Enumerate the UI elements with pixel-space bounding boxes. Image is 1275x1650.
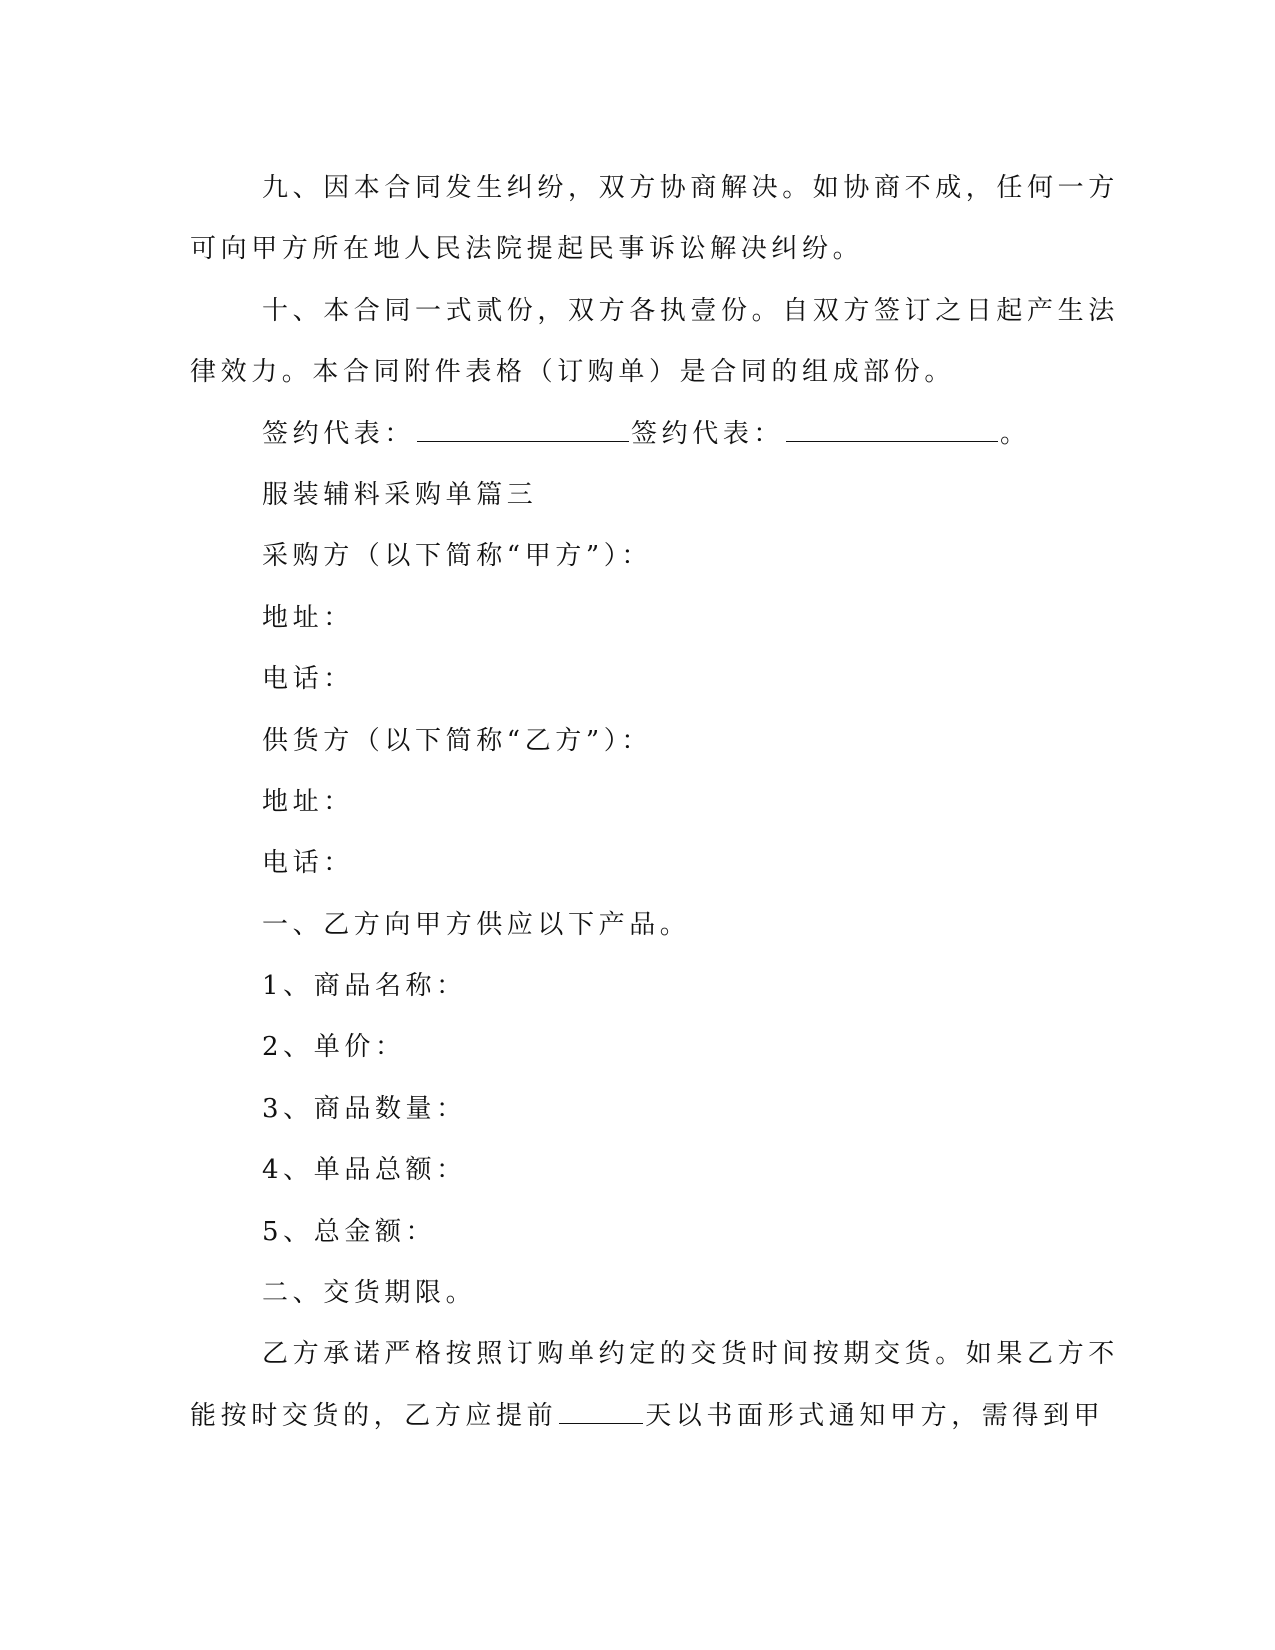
supplier-phone: 电话： <box>262 848 354 879</box>
item-quantity: 3、商品数量： <box>262 1093 467 1124</box>
supplier-address: 地址： <box>262 786 354 817</box>
signature-blank-party-b <box>786 417 998 442</box>
item-grand-total: 5、总金额： <box>262 1216 437 1247</box>
clause-1-title: 一、乙方向甲方供应以下产品。 <box>262 909 691 940</box>
clause-2-title: 二、交货期限。 <box>262 1278 477 1309</box>
signature-blank-party-a <box>417 417 629 442</box>
clause-9-line-1: 九、因本合同发生纠纷，双方协商解决。如协商不成，任何一方 <box>262 173 1119 203</box>
signature-line-end: 。 <box>1000 418 1031 449</box>
item-product-name: 1、商品名称： <box>262 971 467 1002</box>
clause-10-line-1: 十、本合同一式贰份，双方各执壹份。自双方签订之日起产生法 <box>262 295 1119 326</box>
document-body <box>190 158 1119 1447</box>
item-unit-price: 2、单价： <box>262 1032 406 1063</box>
signature-label-party-a: 签约代表： <box>262 418 416 449</box>
delivery-line-2 <box>190 1386 1105 1447</box>
delivery-line-1: 乙方承诺严格按照订购单约定的交货时间按期交货。如果乙方不 <box>262 1339 1119 1370</box>
delivery-line-2-end: 天以书面形式通知甲方，需得到甲 <box>645 1400 1105 1431</box>
signature-line <box>190 404 1080 465</box>
buyer-address: 地址： <box>262 602 354 633</box>
item-item-total: 4、单品总额： <box>262 1155 467 1186</box>
buyer-label: 采购方（以下简称“甲方”）： <box>262 541 652 572</box>
signature-label-party-b: 签约代表： <box>631 418 785 449</box>
section-title: 服装辅料采购单篇三 <box>262 479 538 510</box>
clause-10-line-2: 律效力。本合同附件表格（订购单）是合同的组成部份。 <box>190 357 956 388</box>
clause-9-line-2: 可向甲方所在地人民法院提起民事诉讼解决纠纷。 <box>190 234 864 265</box>
delivery-line-2-start: 能按时交货的，乙方应提前 <box>190 1400 558 1431</box>
supplier-label: 供货方（以下简称“乙方”）： <box>262 725 652 756</box>
days-blank <box>559 1399 643 1424</box>
buyer-phone: 电话： <box>262 664 354 695</box>
